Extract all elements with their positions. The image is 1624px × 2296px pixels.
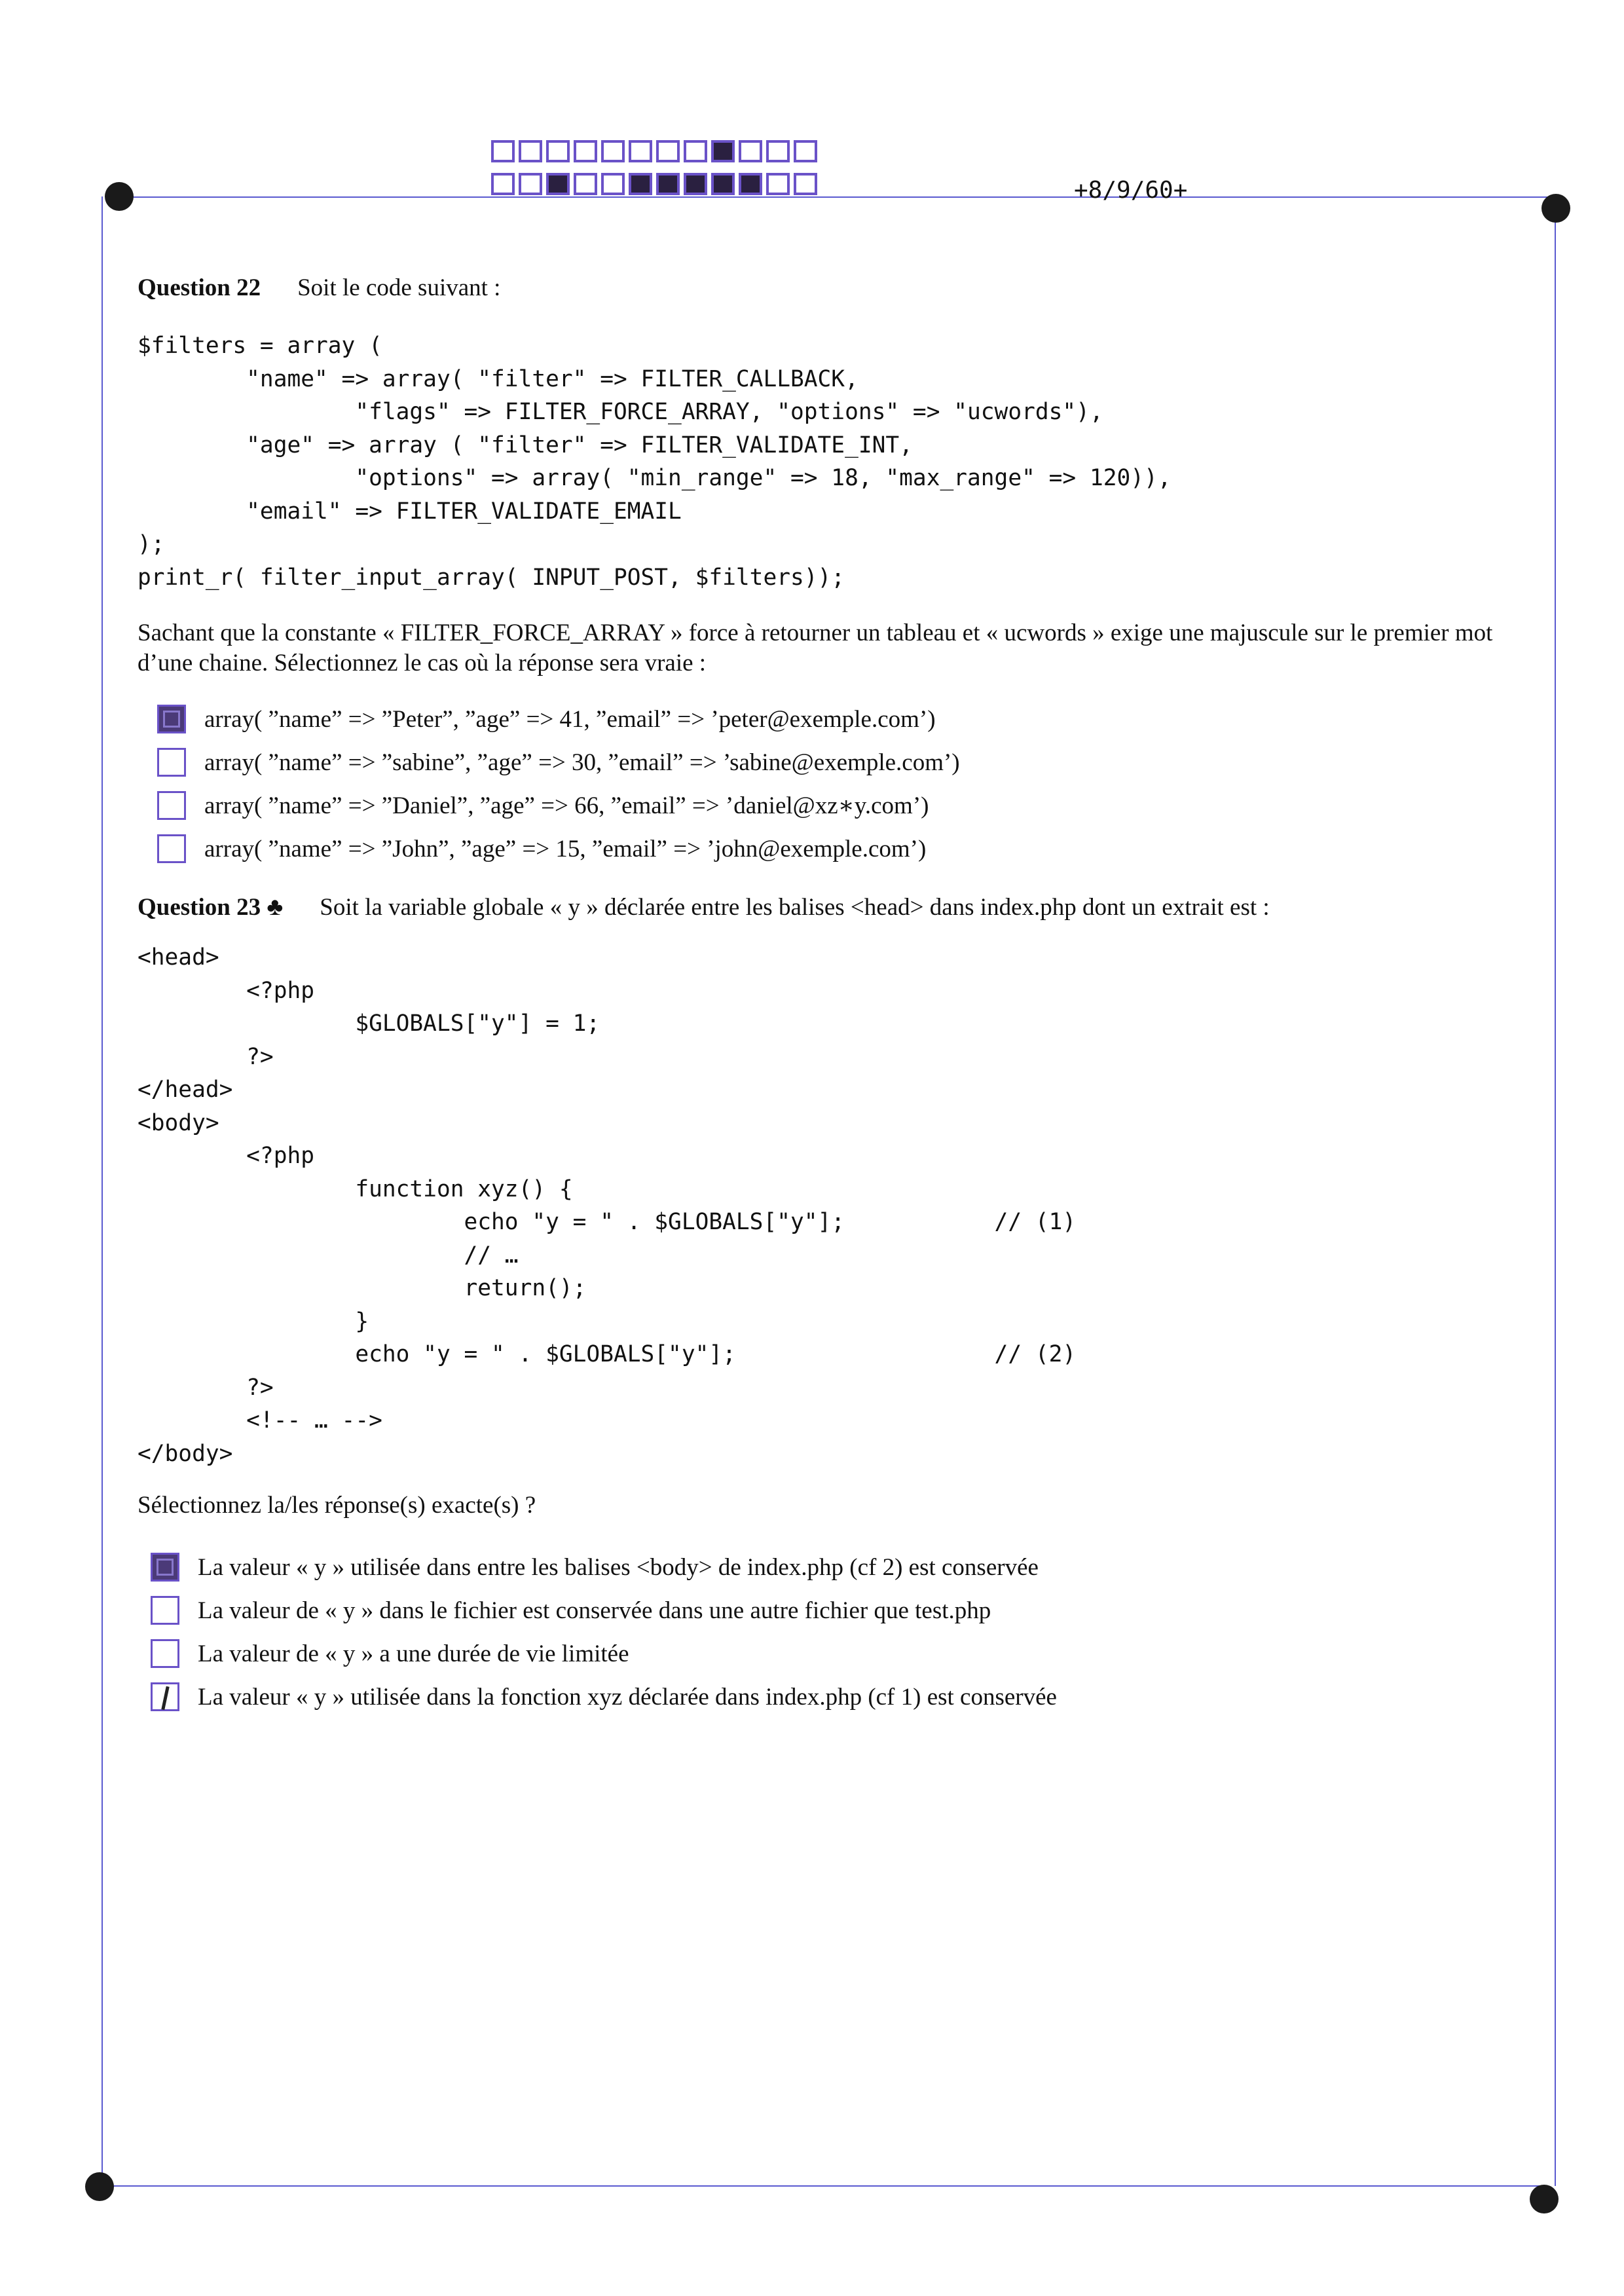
question-label: Question 22 bbox=[138, 274, 261, 301]
answer-option[interactable] bbox=[151, 1546, 1057, 1589]
id-code-row-2 bbox=[491, 173, 817, 195]
answer-option-label: La valeur de « y » dans le fichier est conservée dans une autre fichier que test.php bbox=[198, 1597, 991, 1624]
answer-option-label: La valeur « y » utilisée dans entre les balises <body> de index.php (cf 2) est conservée bbox=[198, 1553, 1039, 1581]
frame-left-line bbox=[101, 196, 103, 2187]
answer-checkbox-checked[interactable] bbox=[151, 1553, 179, 1582]
answer-option[interactable] bbox=[157, 784, 960, 827]
id-box bbox=[574, 173, 597, 195]
id-box-filled bbox=[711, 173, 735, 195]
id-box bbox=[629, 140, 652, 162]
answer-option[interactable] bbox=[157, 827, 960, 870]
question-23-heading bbox=[138, 893, 1270, 921]
id-box bbox=[684, 140, 707, 162]
question-intro: Soit la variable globale « y » déclarée entre les balises <head> dans index.php dont un extrait est : bbox=[320, 894, 1270, 921]
question-22-text: Sachant que la constante « FILTER_FORCE_ARRAY » force à retourner un tableau et « ucwords » exige une majuscule sur le premier mot d’une chaine. Sélectionnez le cas où la réponse sera vraie : bbox=[138, 620, 1493, 676]
id-box-filled bbox=[656, 173, 680, 195]
answer-option-label: array( ”name” => ”John”, ”age” => 15, ”email” => ’john@exemple.com’) bbox=[204, 835, 927, 862]
answer-checkbox[interactable] bbox=[151, 1596, 179, 1625]
answer-option[interactable] bbox=[157, 741, 960, 784]
frame-top-line bbox=[119, 196, 1562, 198]
id-box bbox=[601, 173, 625, 195]
answer-checkbox-stroked[interactable] bbox=[151, 1682, 179, 1711]
id-box bbox=[491, 173, 515, 195]
question-23-choices bbox=[151, 1546, 1057, 1718]
question-23-text: Sélectionnez la/les réponse(s) exacte(s) ? bbox=[138, 1492, 536, 1519]
answer-option-label: array( ”name” => ”Peter”, ”age” => 41, ”email” => ’peter@exemple.com’) bbox=[204, 705, 936, 733]
id-box bbox=[601, 140, 625, 162]
question-23-code: <head> <?php $GLOBALS["y"] = 1; ?> </head> <body> <?php function xyz() { echo "y = " . $GLOBALS["y"]; // (1) // … return(); } echo "y = " . $GLOBALS["y"]; // (2) ?> <!-- … --> </body> bbox=[138, 944, 1077, 1467]
id-box-filled bbox=[739, 173, 762, 195]
answer-checkbox[interactable] bbox=[157, 791, 186, 820]
answer-checkbox[interactable] bbox=[157, 834, 186, 863]
answer-option[interactable] bbox=[151, 1675, 1057, 1718]
id-box bbox=[739, 140, 762, 162]
frame-right-line bbox=[1555, 208, 1556, 2186]
question-22-code: $filters = array ( "name" => array( "filter" => FILTER_CALLBACK, "flags" => FILTER_FORCE_ARRAY, "options" => "ucwords"), "age" => array ( "filter" => FILTER_VALIDATE_INT, "options" => array( "min_range" => 18, "max_range" => 120)), "email" => FILTER_VALIDATE_EMAIL ); print_r( filter_input_array( INPUT_POST, $filters)); bbox=[138, 333, 1172, 591]
answer-option-label: array( ”name” => ”Daniel”, ”age” => 66, ”email” => ’daniel@xz∗y.com’) bbox=[204, 792, 929, 819]
id-box bbox=[794, 173, 817, 195]
answer-option[interactable] bbox=[151, 1589, 1057, 1632]
id-box-filled bbox=[629, 173, 652, 195]
id-box-filled bbox=[711, 140, 735, 162]
answer-option-label: La valeur de « y » a une durée de vie limitée bbox=[198, 1640, 629, 1667]
answer-option[interactable] bbox=[151, 1632, 1057, 1675]
multiple-answers-club-icon: ♣ bbox=[267, 893, 284, 921]
id-box bbox=[546, 140, 570, 162]
id-code-row-1 bbox=[491, 140, 817, 162]
answer-option-label: La valeur « y » utilisée dans la fonction xyz déclarée dans index.php (cf 1) est conservée bbox=[198, 1683, 1057, 1711]
id-box-filled bbox=[684, 173, 707, 195]
answer-option-label: array( ”name” => ”sabine”, ”age” => 30, ”email” => ’sabine@exemple.com’) bbox=[204, 749, 960, 776]
question-22-heading bbox=[138, 274, 500, 302]
id-box bbox=[491, 140, 515, 162]
question-22-choices bbox=[157, 697, 960, 870]
question-label-text: Question 23 bbox=[138, 894, 261, 921]
answer-checkbox-checked[interactable] bbox=[157, 705, 186, 733]
answer-checkbox[interactable] bbox=[151, 1639, 179, 1668]
id-box bbox=[794, 140, 817, 162]
id-box bbox=[766, 140, 790, 162]
id-box bbox=[656, 140, 680, 162]
corner-marker-bottom-left bbox=[85, 2172, 114, 2201]
frame-bottom-line bbox=[100, 2185, 1541, 2187]
answer-checkbox[interactable] bbox=[157, 748, 186, 777]
id-box bbox=[766, 173, 790, 195]
id-box bbox=[519, 140, 542, 162]
answer-option[interactable] bbox=[157, 697, 960, 741]
id-box bbox=[519, 173, 542, 195]
corner-marker-bottom-right bbox=[1530, 2185, 1559, 2213]
page-id: +8/9/60+ bbox=[1074, 177, 1188, 204]
question-intro: Soit le code suivant : bbox=[297, 274, 501, 301]
id-box bbox=[574, 140, 597, 162]
corner-marker-top-left bbox=[105, 182, 134, 211]
corner-marker-top-right bbox=[1541, 194, 1570, 223]
id-box-filled bbox=[546, 173, 570, 195]
question-label bbox=[138, 894, 283, 921]
